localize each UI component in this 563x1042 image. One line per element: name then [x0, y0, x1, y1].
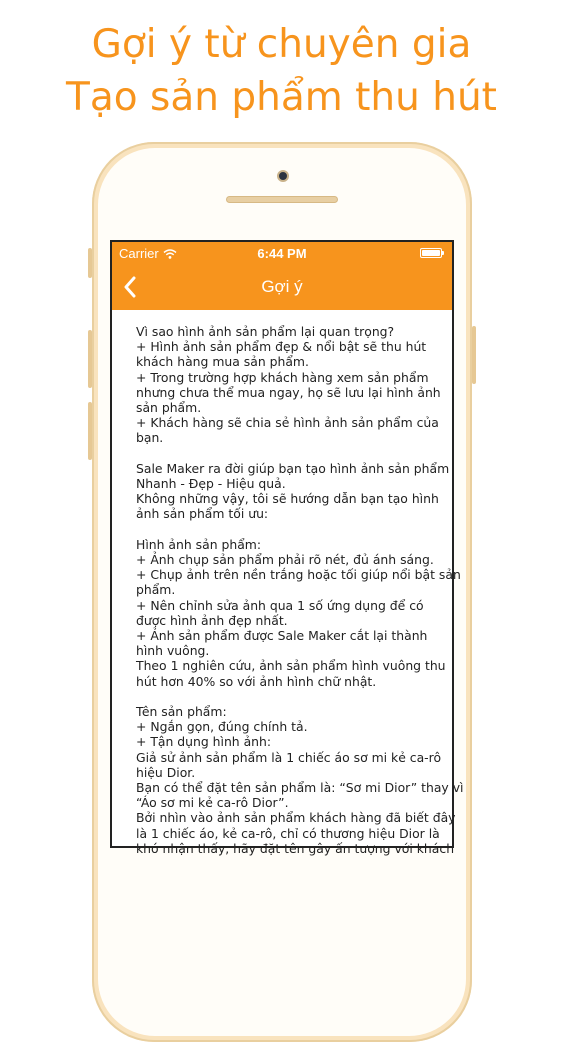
content-line: Sale Maker ra đời giúp bạn tạo hình ảnh sản phẩm: [136, 460, 450, 476]
content-line: + Ngắn gọn, đúng chính tả.: [136, 719, 308, 735]
content-line: Vì sao hình ảnh sản phẩm lại quan trọng?: [136, 324, 395, 339]
earpiece-speaker: [226, 196, 338, 203]
content-line: Theo 1 nghiên cứu, ảnh sản phẩm hình vuông thu: [136, 658, 446, 674]
tips-content: [136, 324, 464, 856]
paragraph-gap: [136, 522, 446, 537]
content-line: ảnh sản phẩm tối ưu:: [136, 506, 269, 522]
content-line: Tên sản phẩm:: [136, 704, 227, 720]
content-line: + Tận dụng hình ảnh:: [136, 734, 272, 750]
content-line: + Khách hàng sẽ chia sẻ hình ảnh sản phẩm của: [136, 415, 439, 431]
paragraph-gap: [136, 689, 446, 704]
content-line: Nhanh - Đẹp - Hiệu quả.: [136, 476, 286, 492]
content-line: là 1 chiếc áo, kẻ ca-rô, chỉ có thương hiệu Dior là: [136, 825, 440, 841]
content-line: hiệu Dior.: [136, 764, 196, 780]
power-button: [472, 326, 476, 384]
navigation-bar: [112, 264, 452, 310]
content-line: hút hơn 40% so với ảnh hình chữ nhật.: [136, 673, 377, 689]
content-line: khách hàng mua sản phẩm.: [136, 354, 309, 370]
content-line: “Áo sơ mi kẻ ca-rô Dior”.: [136, 795, 289, 811]
content-line: + Nên chỉnh sửa ảnh qua 1 số ứng dụng để có: [136, 597, 424, 613]
phone-screen: [110, 240, 464, 856]
headline-line-1: Gợi ý từ chuyên gia: [91, 22, 472, 67]
content-line: Bởi nhìn vào ảnh sản phẩm khách hàng đã biết đây: [136, 810, 456, 826]
content-line: + Trong trường hợp khách hàng xem sản phẩm: [136, 369, 429, 385]
headline-line-2: Tạo sản phẩm thu hút: [66, 75, 497, 120]
content-line: Bạn có thể đặt tên sản phẩm là: “Sơ mi Dior” thay vì: [136, 780, 464, 796]
front-camera-icon: [277, 170, 289, 182]
content-line: được hình ảnh đẹp nhất.: [136, 612, 288, 628]
carrier-label: Carrier: [119, 246, 159, 261]
content-line: nhưng chưa thể mua ngay, họ sẽ lưu lại hình ảnh: [136, 384, 441, 400]
content-line: Không những vậy, tôi sẽ hướng dẫn bạn tạo hình: [136, 491, 439, 507]
content-line: Hình ảnh sản phẩm:: [136, 536, 262, 552]
status-time: 6:44 PM: [257, 246, 307, 261]
content-line: + Chụp ảnh trên nền trắng hoặc tối giúp nổi bật sản: [136, 567, 461, 583]
content-line: sản phẩm.: [136, 400, 202, 416]
content-line: phẩm.: [136, 582, 176, 598]
paragraph-gap: [136, 446, 446, 461]
content-line: + Ảnh sản phẩm được Sale Maker cắt lại thành: [136, 628, 428, 644]
nav-title: Gợi ý: [261, 277, 303, 296]
content-line: + Ảnh chụp sản phẩm phải rõ nét, đủ ánh sáng.: [136, 552, 434, 568]
content-line: bạn.: [136, 430, 164, 446]
content-line: hình vuông.: [136, 643, 210, 659]
battery-icon: [420, 248, 442, 258]
content-line: khó nhận thấy, hãy đặt tên gây ấn tượng với khách: [136, 840, 455, 856]
status-bar: [112, 242, 452, 264]
content-line: Giả sử ảnh sản phẩm là 1 chiếc áo sơ mi kẻ ca-rô: [136, 749, 442, 765]
content-line: + Hình ảnh sản phẩm đẹp & nổi bật sẽ thu hút: [136, 339, 427, 355]
